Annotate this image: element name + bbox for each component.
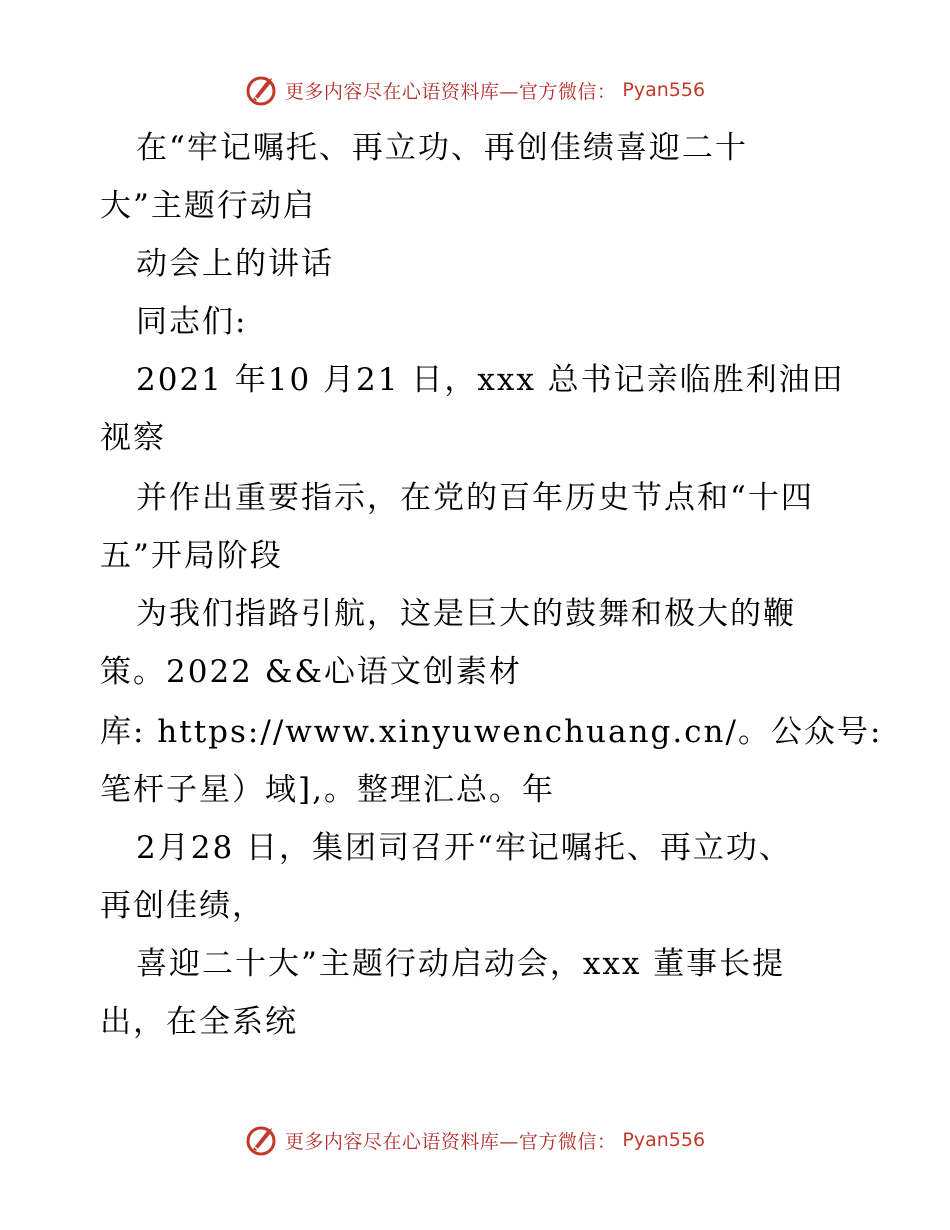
- footer-banner-text: 更多内容尽在心语资料库—官方微信：: [284, 1130, 617, 1153]
- title-line-3: 动会上的讲话: [136, 246, 334, 282]
- paragraph-line: 出，在全系统: [100, 1004, 298, 1040]
- footer-wechat-id: Pyan556: [622, 1129, 706, 1151]
- paragraph-line: 2021 年10 月21 日，xxx 总书记亲临胜利油田: [136, 362, 845, 398]
- paragraph-line: 为我们指路引航，这是巨大的鼓舞和极大的鞭: [136, 596, 796, 632]
- paragraph-line: 2月28 日，集团司召开“牢记嘱托、再立功、: [136, 830, 792, 866]
- paragraph-line: 笔杆子星）域],。整理汇总。年: [100, 772, 555, 808]
- paragraph-line: 视察: [100, 420, 166, 456]
- paragraph-line: 五”开局阶段: [100, 538, 283, 574]
- paragraph-line: 并作出重要指示，在党的百年历史节点和“十四: [136, 480, 814, 516]
- title-line-1: 在“牢记嘱托、再立功、再创佳绩喜迎二十: [136, 130, 748, 166]
- paragraph-line: 策。2022 &&心语文创素材: [100, 654, 522, 690]
- salutation: 同志们:: [136, 304, 248, 340]
- paragraph-line: 喜迎二十大”主题行动启动会，xxx 董事长提: [136, 946, 786, 982]
- title-line-2: 大”主题行动启: [100, 188, 316, 224]
- header-wechat-id: Pyan556: [622, 79, 706, 101]
- footer-banner: [0, 1120, 950, 1160]
- paragraph-line: 库: https://www.xinyuwenchuang.cn/。公众号:: [100, 714, 883, 750]
- header-banner-text: 更多内容尽在心语资料库—官方微信：: [284, 80, 617, 103]
- pen-logo-icon: [245, 1123, 279, 1157]
- paragraph-line: 再创佳绩，: [100, 888, 265, 924]
